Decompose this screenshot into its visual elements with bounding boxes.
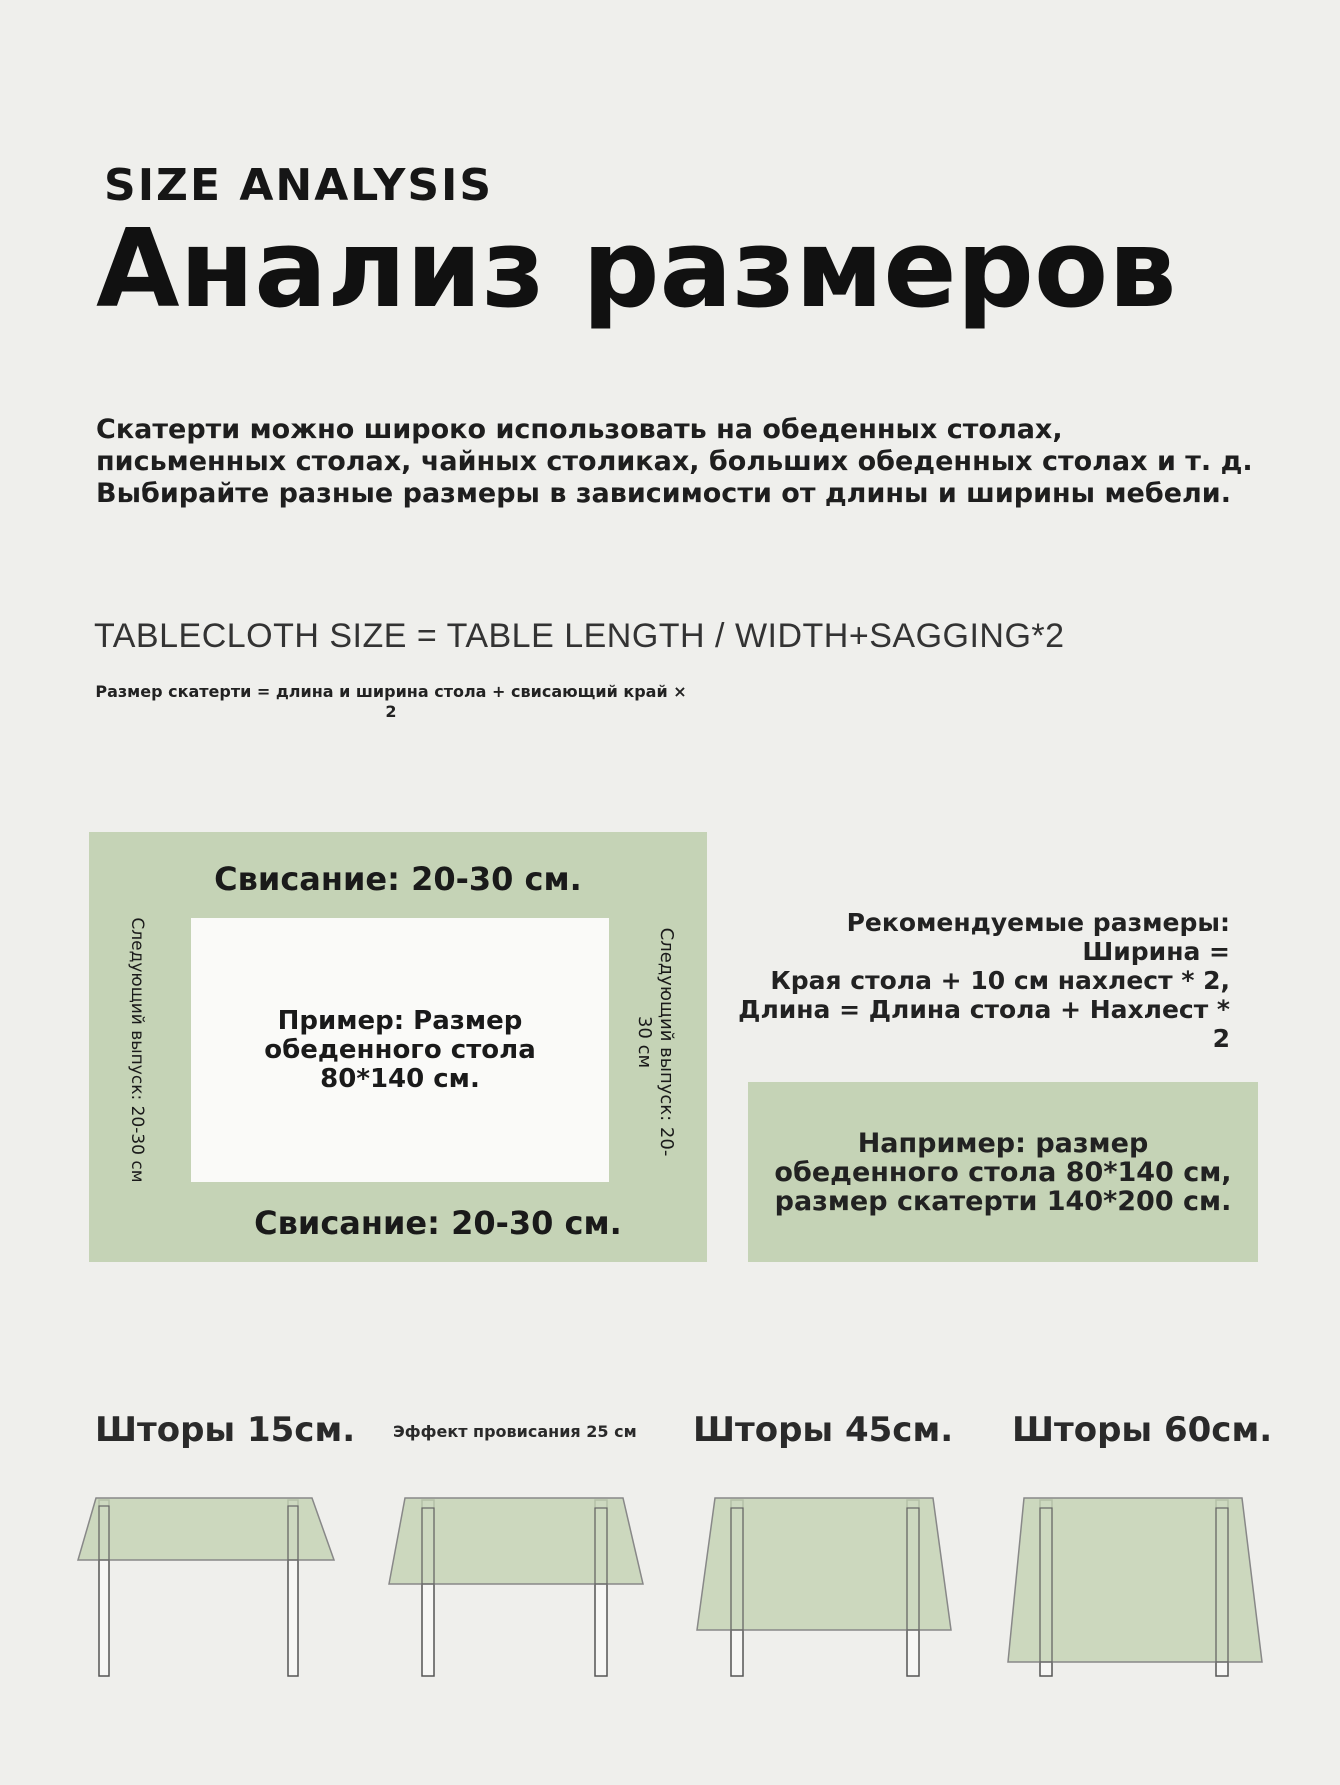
eyebrow-title: SIZE ANALYSIS: [104, 160, 494, 211]
intro-text: [96, 414, 1276, 510]
drop-label-60: Шторы 60см.: [1012, 1410, 1273, 1450]
table-illustration-15: [70, 1490, 350, 1690]
intro-line: Выбирайте разные размеры в зависимости от длины и ширины мебели.: [96, 478, 1231, 509]
table-illustration-25: [385, 1490, 665, 1690]
table-illustration-60: [1002, 1490, 1282, 1690]
table-illustration-45: [693, 1490, 973, 1690]
side-right-label: Следующий выпуск: 20-30 см: [634, 927, 677, 1157]
recommend-line: Длина = Длина стола + Нахлест * 2: [738, 995, 1230, 1053]
example-table-size: Пример: Размер обеденного стола 80*140 см.: [264, 1005, 536, 1094]
table-top-area: [191, 918, 609, 1182]
intro-line: письменных столах, чайных столиках, больших обеденных столах и т. д.: [96, 446, 1253, 477]
formula-russian-line: Размер скатерти = длина и ширина стола + свисающий край ×: [95, 682, 687, 701]
recommend-line: Края стола + 10 см нахлест * 2,: [770, 966, 1230, 995]
tablecloth-diagram: [89, 832, 707, 1262]
intro-line: Скатерти можно широко использовать на обеденных столах,: [96, 414, 1063, 445]
example-line: обеденного стола 80*140 см,: [774, 1156, 1232, 1188]
sag-bottom-label: Свисание: 20-30 см.: [254, 1204, 622, 1242]
drop-label-45: Шторы 45см.: [693, 1410, 954, 1450]
recommend-line: Рекомендуемые размеры: Ширина =: [846, 908, 1230, 966]
example-line: размер скатерти 140*200 см.: [774, 1185, 1232, 1217]
recommended-sizes: [720, 908, 1230, 1053]
example-box: [748, 1082, 1258, 1262]
formula-russian-line: 2: [385, 702, 397, 721]
side-left-label: Следующий выпуск: 20-30 см: [127, 917, 147, 1183]
formula-russian: [46, 682, 736, 722]
drop-label-25: Эффект провисания 25 см: [393, 1422, 637, 1441]
page-title: Анализ размеров: [96, 207, 1177, 332]
sag-top-label: Свисание: 20-30 см.: [214, 860, 582, 898]
formula-english: TABLECLOTH SIZE = TABLE LENGTH / WIDTH+SAGGING*2: [94, 617, 1065, 655]
drop-label-15: Шторы 15см.: [95, 1410, 356, 1450]
example-line: Например: размер: [857, 1127, 1149, 1159]
